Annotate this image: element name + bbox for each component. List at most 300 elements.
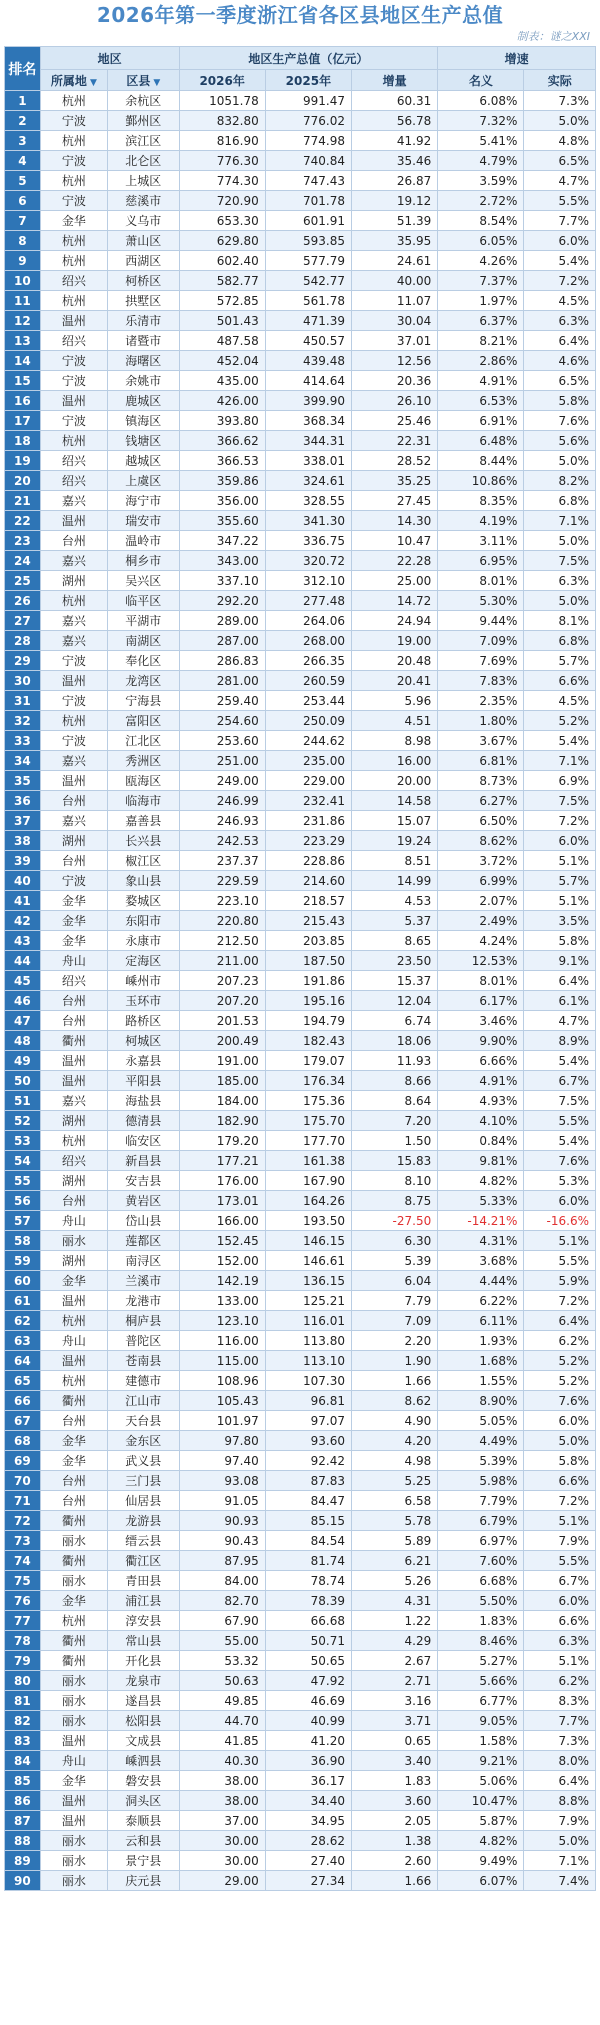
gdp-2026-cell: 343.00	[179, 551, 265, 571]
county-cell: 洞头区	[108, 1791, 180, 1811]
real-growth-cell: 6.2%	[524, 1331, 596, 1351]
nominal-growth-cell: 4.31%	[438, 1231, 524, 1251]
county-cell: 镇海区	[108, 411, 180, 431]
rank-cell: 14	[5, 351, 41, 371]
city-cell: 嘉兴	[40, 491, 107, 511]
gdp-2026-cell: 116.00	[179, 1331, 265, 1351]
gdp-2025-cell: 260.59	[265, 671, 351, 691]
nominal-growth-cell: 4.91%	[438, 371, 524, 391]
table-row	[5, 791, 596, 811]
nominal-growth-cell: 6.07%	[438, 1871, 524, 1891]
county-cell: 文成县	[108, 1731, 180, 1751]
table-row	[5, 1531, 596, 1551]
table-row	[5, 1411, 596, 1431]
nominal-growth-cell: 9.49%	[438, 1851, 524, 1871]
gdp-2026-cell: 211.00	[179, 951, 265, 971]
gdp-2026-cell: 1051.78	[179, 91, 265, 111]
real-growth-cell: 5.7%	[524, 651, 596, 671]
table-row	[5, 771, 596, 791]
real-growth-cell: 4.7%	[524, 171, 596, 191]
nominal-growth-cell: 4.82%	[438, 1831, 524, 1851]
city-cell: 丽水	[40, 1231, 107, 1251]
table-row	[5, 371, 596, 391]
nominal-growth-cell: 5.30%	[438, 591, 524, 611]
increase-cell: 37.01	[351, 331, 437, 351]
gdp-2025-cell: 250.09	[265, 711, 351, 731]
nominal-growth-cell: 3.46%	[438, 1011, 524, 1031]
gdp-2025-cell: 214.60	[265, 871, 351, 891]
rank-cell: 56	[5, 1191, 41, 1211]
gdp-2026-cell: 292.20	[179, 591, 265, 611]
gdp-2025-cell: 107.30	[265, 1371, 351, 1391]
rank-cell: 78	[5, 1631, 41, 1651]
increase-cell: 8.10	[351, 1171, 437, 1191]
table-row	[5, 1391, 596, 1411]
gdp-2025-cell: 85.15	[265, 1511, 351, 1531]
rank-cell: 11	[5, 291, 41, 311]
rank-cell: 22	[5, 511, 41, 531]
table-row	[5, 291, 596, 311]
table-row	[5, 1011, 596, 1031]
table-row	[5, 431, 596, 451]
county-cell: 乐清市	[108, 311, 180, 331]
gdp-2026-cell: 84.00	[179, 1571, 265, 1591]
nominal-growth-cell: 1.58%	[438, 1731, 524, 1751]
header-county[interactable]	[108, 70, 180, 91]
real-growth-cell: 6.6%	[524, 1611, 596, 1631]
gdp-2026-cell: 281.00	[179, 671, 265, 691]
increase-cell: 1.22	[351, 1611, 437, 1631]
table-row	[5, 1871, 596, 1891]
gdp-2025-cell: 36.90	[265, 1751, 351, 1771]
nominal-growth-cell: 9.90%	[438, 1031, 524, 1051]
nominal-growth-cell: 6.77%	[438, 1691, 524, 1711]
rank-cell: 34	[5, 751, 41, 771]
gdp-2025-cell: 167.90	[265, 1171, 351, 1191]
nominal-growth-cell: 2.07%	[438, 891, 524, 911]
table-row	[5, 691, 596, 711]
city-cell: 温州	[40, 391, 107, 411]
increase-cell: 35.46	[351, 151, 437, 171]
real-growth-cell: 4.5%	[524, 691, 596, 711]
table-row	[5, 1171, 596, 1191]
rank-cell: 81	[5, 1691, 41, 1711]
real-growth-cell: 8.2%	[524, 471, 596, 491]
nominal-growth-cell: 8.01%	[438, 971, 524, 991]
gdp-2026-cell: 152.45	[179, 1231, 265, 1251]
city-cell: 温州	[40, 1071, 107, 1091]
gdp-2026-cell: 191.00	[179, 1051, 265, 1071]
county-cell: 岱山县	[108, 1211, 180, 1231]
gdp-2025-cell: 601.91	[265, 211, 351, 231]
increase-cell: 4.31	[351, 1591, 437, 1611]
real-growth-cell: 7.7%	[524, 1711, 596, 1731]
gdp-2025-cell: 113.10	[265, 1351, 351, 1371]
city-cell: 丽水	[40, 1691, 107, 1711]
city-cell: 温州	[40, 771, 107, 791]
city-cell: 金华	[40, 1591, 107, 1611]
table-row	[5, 931, 596, 951]
gdp-2026-cell: 101.97	[179, 1411, 265, 1431]
table-row	[5, 1611, 596, 1631]
rank-cell: 44	[5, 951, 41, 971]
gdp-table	[4, 46, 596, 1891]
gdp-2026-cell: 249.00	[179, 771, 265, 791]
increase-cell: 11.07	[351, 291, 437, 311]
county-cell: 开化县	[108, 1651, 180, 1671]
city-cell: 杭州	[40, 91, 107, 111]
increase-cell: 2.60	[351, 1851, 437, 1871]
gdp-2026-cell: 30.00	[179, 1831, 265, 1851]
table-row	[5, 611, 596, 631]
gdp-2025-cell: 40.99	[265, 1711, 351, 1731]
gdp-2025-cell: 223.29	[265, 831, 351, 851]
gdp-2026-cell: 254.60	[179, 711, 265, 731]
table-row	[5, 671, 596, 691]
real-growth-cell: 6.4%	[524, 1311, 596, 1331]
real-growth-cell: 7.5%	[524, 791, 596, 811]
increase-cell: 22.28	[351, 551, 437, 571]
county-cell: 长兴县	[108, 831, 180, 851]
county-cell: 临平区	[108, 591, 180, 611]
gdp-2026-cell: 40.30	[179, 1751, 265, 1771]
increase-cell: 24.61	[351, 251, 437, 271]
gdp-2025-cell: 97.07	[265, 1411, 351, 1431]
gdp-2026-cell: 347.22	[179, 531, 265, 551]
table-row	[5, 1111, 596, 1131]
city-cell: 丽水	[40, 1531, 107, 1551]
table-row	[5, 1631, 596, 1651]
gdp-2026-cell: 289.00	[179, 611, 265, 631]
gdp-2026-cell: 832.80	[179, 111, 265, 131]
real-growth-cell: 6.0%	[524, 1411, 596, 1431]
city-cell: 台州	[40, 991, 107, 1011]
nominal-growth-cell: 3.11%	[438, 531, 524, 551]
county-cell: 柯桥区	[108, 271, 180, 291]
city-cell: 丽水	[40, 1871, 107, 1891]
gdp-2026-cell: 426.00	[179, 391, 265, 411]
nominal-growth-cell: 3.72%	[438, 851, 524, 871]
county-cell: 龙港市	[108, 1291, 180, 1311]
table-row	[5, 491, 596, 511]
table-row	[5, 971, 596, 991]
gdp-2026-cell: 152.00	[179, 1251, 265, 1271]
table-row	[5, 1671, 596, 1691]
gdp-2025-cell: 253.44	[265, 691, 351, 711]
city-cell: 丽水	[40, 1671, 107, 1691]
real-growth-cell: 5.0%	[524, 591, 596, 611]
city-cell: 宁波	[40, 691, 107, 711]
gdp-2026-cell: 133.00	[179, 1291, 265, 1311]
header-real: 实际	[524, 70, 596, 91]
table-row	[5, 591, 596, 611]
increase-cell: 10.47	[351, 531, 437, 551]
increase-cell: 60.31	[351, 91, 437, 111]
gdp-2026-cell: 220.80	[179, 911, 265, 931]
header-city[interactable]	[40, 70, 107, 91]
increase-cell: 3.71	[351, 1711, 437, 1731]
increase-cell: 35.95	[351, 231, 437, 251]
increase-cell: 22.31	[351, 431, 437, 451]
table-row	[5, 871, 596, 891]
increase-cell: 28.52	[351, 451, 437, 471]
county-cell: 安吉县	[108, 1171, 180, 1191]
increase-cell: 6.58	[351, 1491, 437, 1511]
table-row	[5, 391, 596, 411]
gdp-2026-cell: 200.49	[179, 1031, 265, 1051]
real-growth-cell: 6.3%	[524, 571, 596, 591]
gdp-2026-cell: 251.00	[179, 751, 265, 771]
real-growth-cell: 6.0%	[524, 831, 596, 851]
credit-line: 制表：谜之XXI	[516, 30, 590, 43]
rank-cell: 46	[5, 991, 41, 1011]
gdp-2026-cell: 207.20	[179, 991, 265, 1011]
city-cell: 温州	[40, 511, 107, 531]
gdp-2026-cell: 774.30	[179, 171, 265, 191]
county-cell: 嵊泗县	[108, 1751, 180, 1771]
rank-cell: 66	[5, 1391, 41, 1411]
real-growth-cell: 6.6%	[524, 1471, 596, 1491]
nominal-growth-cell: 7.09%	[438, 631, 524, 651]
rank-cell: 15	[5, 371, 41, 391]
city-cell: 杭州	[40, 171, 107, 191]
city-cell: 金华	[40, 891, 107, 911]
gdp-2026-cell: 776.30	[179, 151, 265, 171]
nominal-growth-cell: 1.93%	[438, 1331, 524, 1351]
city-cell: 台州	[40, 851, 107, 871]
gdp-2025-cell: 46.69	[265, 1691, 351, 1711]
gdp-2026-cell: 629.80	[179, 231, 265, 251]
real-growth-cell: 5.5%	[524, 1251, 596, 1271]
real-growth-cell: 7.1%	[524, 1851, 596, 1871]
increase-cell: 27.45	[351, 491, 437, 511]
gdp-2026-cell: 366.62	[179, 431, 265, 451]
gdp-2025-cell: 84.54	[265, 1531, 351, 1551]
gdp-2025-cell: 195.16	[265, 991, 351, 1011]
county-cell: 西湖区	[108, 251, 180, 271]
gdp-2025-cell: 27.34	[265, 1871, 351, 1891]
increase-cell: 2.05	[351, 1811, 437, 1831]
nominal-growth-cell: 8.73%	[438, 771, 524, 791]
real-growth-cell: 5.0%	[524, 1831, 596, 1851]
real-growth-cell: 5.8%	[524, 1451, 596, 1471]
table-row	[5, 511, 596, 531]
table-row	[5, 1491, 596, 1511]
table-row	[5, 1331, 596, 1351]
gdp-2025-cell: 368.34	[265, 411, 351, 431]
city-cell: 温州	[40, 1731, 107, 1751]
gdp-2026-cell: 356.00	[179, 491, 265, 511]
table-row	[5, 191, 596, 211]
gdp-2025-cell: 471.39	[265, 311, 351, 331]
header-rank: 排名	[5, 47, 41, 91]
nominal-growth-cell: 6.97%	[438, 1531, 524, 1551]
city-cell: 温州	[40, 671, 107, 691]
rank-cell: 84	[5, 1751, 41, 1771]
nominal-growth-cell: 5.98%	[438, 1471, 524, 1491]
real-growth-cell: 7.9%	[524, 1811, 596, 1831]
table-row	[5, 851, 596, 871]
gdp-2026-cell: 50.63	[179, 1671, 265, 1691]
city-cell: 湖州	[40, 831, 107, 851]
gdp-2026-cell: 91.05	[179, 1491, 265, 1511]
gdp-2026-cell: 487.58	[179, 331, 265, 351]
gdp-2025-cell: 34.95	[265, 1811, 351, 1831]
real-growth-cell: 5.0%	[524, 531, 596, 551]
gdp-2026-cell: 182.90	[179, 1111, 265, 1131]
county-cell: 莲都区	[108, 1231, 180, 1251]
rank-cell: 61	[5, 1291, 41, 1311]
county-cell: 吴兴区	[108, 571, 180, 591]
gdp-2026-cell: 501.43	[179, 311, 265, 331]
nominal-growth-cell: 3.67%	[438, 731, 524, 751]
increase-cell: 26.87	[351, 171, 437, 191]
gdp-2026-cell: 53.32	[179, 1651, 265, 1671]
city-cell: 衢州	[40, 1631, 107, 1651]
gdp-2026-cell: 44.70	[179, 1711, 265, 1731]
header-2026: 2026年	[179, 70, 265, 91]
nominal-growth-cell: 2.86%	[438, 351, 524, 371]
rank-cell: 71	[5, 1491, 41, 1511]
table-row	[5, 331, 596, 351]
table-row	[5, 1751, 596, 1771]
gdp-2026-cell: 259.40	[179, 691, 265, 711]
nominal-growth-cell: 6.05%	[438, 231, 524, 251]
real-growth-cell: 7.3%	[524, 91, 596, 111]
header-nominal: 名义	[438, 70, 524, 91]
county-cell: 滨江区	[108, 131, 180, 151]
gdp-2025-cell: 66.68	[265, 1611, 351, 1631]
increase-cell: 7.20	[351, 1111, 437, 1131]
city-cell: 绍兴	[40, 331, 107, 351]
nominal-growth-cell: 1.68%	[438, 1351, 524, 1371]
rank-cell: 50	[5, 1071, 41, 1091]
county-cell: 温岭市	[108, 531, 180, 551]
county-cell: 泰顺县	[108, 1811, 180, 1831]
county-cell: 萧山区	[108, 231, 180, 251]
nominal-growth-cell: 4.49%	[438, 1431, 524, 1451]
real-growth-cell: 5.9%	[524, 1271, 596, 1291]
nominal-growth-cell: 5.39%	[438, 1451, 524, 1471]
city-cell: 舟山	[40, 1751, 107, 1771]
table-row	[5, 211, 596, 231]
city-cell: 杭州	[40, 131, 107, 151]
table-row	[5, 1431, 596, 1451]
increase-cell: 4.29	[351, 1631, 437, 1651]
increase-cell: 12.04	[351, 991, 437, 1011]
increase-cell: 8.75	[351, 1191, 437, 1211]
county-cell: 瓯海区	[108, 771, 180, 791]
filter-dropdown-icon[interactable]: ▼	[89, 77, 97, 88]
county-cell: 椒江区	[108, 851, 180, 871]
county-cell: 宁海县	[108, 691, 180, 711]
gdp-2025-cell: 78.74	[265, 1571, 351, 1591]
city-cell: 宁波	[40, 111, 107, 131]
table-row	[5, 1091, 596, 1111]
table-row	[5, 1851, 596, 1871]
increase-cell: 4.51	[351, 711, 437, 731]
rank-cell: 23	[5, 531, 41, 551]
gdp-2025-cell: 116.01	[265, 1311, 351, 1331]
city-cell: 金华	[40, 931, 107, 951]
city-cell: 嘉兴	[40, 811, 107, 831]
rank-cell: 88	[5, 1831, 41, 1851]
gdp-2025-cell: 84.47	[265, 1491, 351, 1511]
county-cell: 浦江县	[108, 1591, 180, 1611]
increase-cell: 16.00	[351, 751, 437, 771]
gdp-2026-cell: 185.00	[179, 1071, 265, 1091]
city-cell: 嘉兴	[40, 1091, 107, 1111]
filter-dropdown-icon[interactable]: ▼	[153, 77, 161, 88]
real-growth-cell: 6.6%	[524, 671, 596, 691]
page-title: 2026年第一季度浙江省各区县地区生产总值	[96, 3, 504, 27]
increase-cell: 5.78	[351, 1511, 437, 1531]
county-cell: 越城区	[108, 451, 180, 471]
rank-cell: 53	[5, 1131, 41, 1151]
increase-cell: 41.92	[351, 131, 437, 151]
header-region: 地区	[40, 47, 179, 70]
table-row	[5, 1051, 596, 1071]
real-growth-cell: -16.6%	[524, 1211, 596, 1231]
gdp-2026-cell: 237.37	[179, 851, 265, 871]
county-cell: 海盐县	[108, 1091, 180, 1111]
table-row	[5, 1291, 596, 1311]
county-cell: 建德市	[108, 1371, 180, 1391]
gdp-2025-cell: 268.00	[265, 631, 351, 651]
real-growth-cell: 5.0%	[524, 111, 596, 131]
county-cell: 新昌县	[108, 1151, 180, 1171]
gdp-2025-cell: 50.71	[265, 1631, 351, 1651]
rank-cell: 40	[5, 871, 41, 891]
county-cell: 江北区	[108, 731, 180, 751]
increase-cell: 6.04	[351, 1271, 437, 1291]
county-cell: 临海市	[108, 791, 180, 811]
nominal-growth-cell: 7.79%	[438, 1491, 524, 1511]
county-cell: 钱塘区	[108, 431, 180, 451]
nominal-growth-cell: 3.68%	[438, 1251, 524, 1271]
city-cell: 宁波	[40, 651, 107, 671]
county-cell: 诸暨市	[108, 331, 180, 351]
nominal-growth-cell: -14.21%	[438, 1211, 524, 1231]
real-growth-cell: 7.6%	[524, 1151, 596, 1171]
rank-cell: 25	[5, 571, 41, 591]
table-row	[5, 451, 596, 471]
city-cell: 温州	[40, 1791, 107, 1811]
gdp-2026-cell: 93.08	[179, 1471, 265, 1491]
rank-cell: 18	[5, 431, 41, 451]
gdp-2025-cell: 203.85	[265, 931, 351, 951]
rank-cell: 27	[5, 611, 41, 631]
increase-cell: 14.72	[351, 591, 437, 611]
city-cell: 台州	[40, 1411, 107, 1431]
nominal-growth-cell: 6.08%	[438, 91, 524, 111]
rank-cell: 6	[5, 191, 41, 211]
county-cell: 秀洲区	[108, 751, 180, 771]
county-cell: 北仑区	[108, 151, 180, 171]
real-growth-cell: 8.3%	[524, 1691, 596, 1711]
city-cell: 杭州	[40, 1371, 107, 1391]
gdp-2026-cell: 176.00	[179, 1171, 265, 1191]
gdp-2025-cell: 450.57	[265, 331, 351, 351]
real-growth-cell: 7.2%	[524, 1291, 596, 1311]
county-cell: 永嘉县	[108, 1051, 180, 1071]
nominal-growth-cell: 1.83%	[438, 1611, 524, 1631]
increase-cell: 14.58	[351, 791, 437, 811]
gdp-2026-cell: 97.80	[179, 1431, 265, 1451]
increase-cell: 20.48	[351, 651, 437, 671]
header-county-label: 区县	[126, 73, 151, 88]
rank-cell: 9	[5, 251, 41, 271]
